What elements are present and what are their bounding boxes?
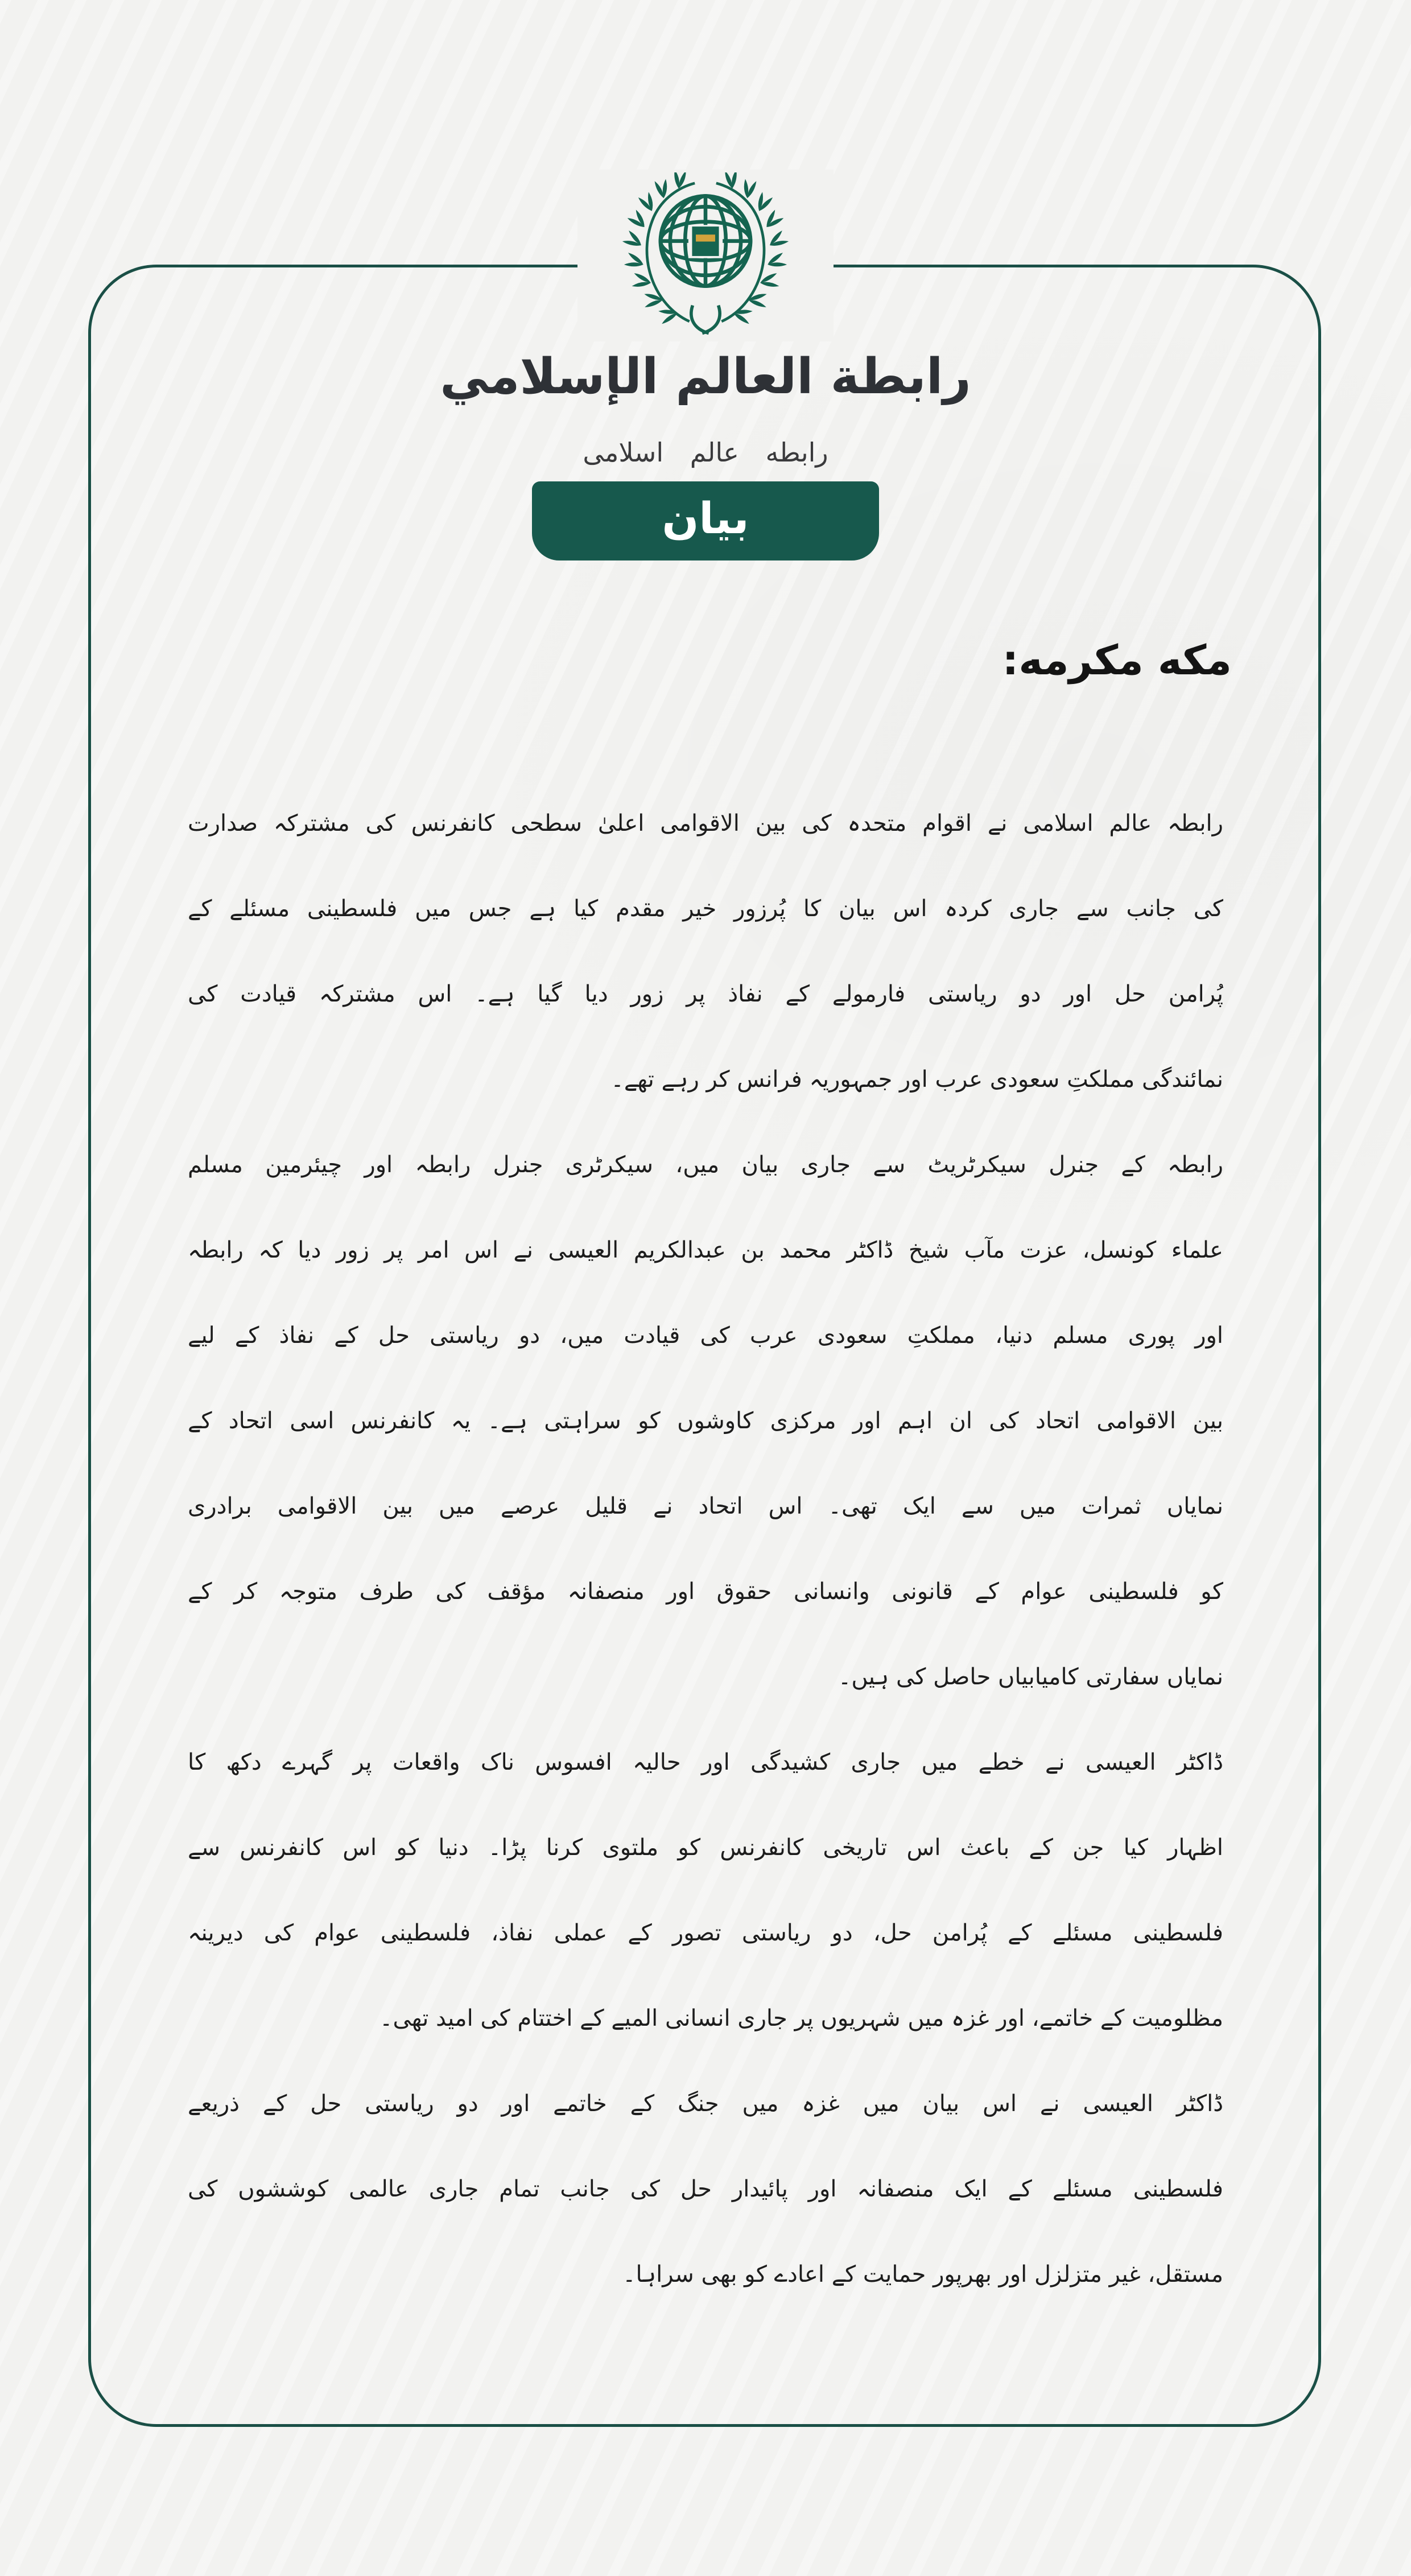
body-line: رابطہ کے جنرل سیکرٹریٹ سے جاری بیان میں، سیکرٹری جنرل رابطہ اور چیئرمین مسلم [188, 1152, 1223, 1178]
organization-subtitle: رابطه عالم اسلامی [583, 437, 828, 468]
body-line: پُرامن حل اور دو ریاستی فارمولے کے نفاذ پر زور دیا گیا ہے۔ اس مشترکہ قیادت کی [188, 981, 1223, 1007]
body-line: بین الاقوامی اتحاد کی ان اہم اور مرکزی کاوشوں کو سراہتی ہے۔ یہ کانفرنس اسی اتحاد کے [188, 1408, 1223, 1434]
statement-banner [532, 481, 879, 560]
body-line: نمایاں ثمرات میں سے ایک تھی۔ اس اتحاد نے قلیل عرصے میں بین الاقوامی برادری [188, 1493, 1223, 1519]
statement-body [188, 781, 1223, 2317]
body-line: نمائندگی مملکتِ سعودی عرب اور جمہوریہ فرانس کر رہے تھے۔ [610, 1066, 1223, 1093]
mwl-emblem-icon [609, 172, 802, 339]
dateline: مکه مکرمه: [1002, 636, 1232, 684]
body-line: فلسطینی مسئلے کے پُرامن حل، دو ریاستی تصور کے عملی نفاذ، فلسطینی عوام کی دیرینہ [188, 1920, 1223, 1946]
body-line: اور پوری مسلم دنیا، مملکتِ سعودی عرب کی قیادت میں، دو ریاستی حل کے نفاذ کے لیے [188, 1322, 1223, 1349]
body-line: علماء کونسل، عزت مآب شیخ ڈاکٹر محمد بن عبدالکریم العیسی نے اس امر پر زور دیا کہ رابطہ [188, 1237, 1223, 1263]
wreath-crossed-stems [691, 306, 720, 333]
body-line: رابطہ عالم اسلامی نے اقوام متحدہ کی بین الاقوامی اعلیٰ سطحی کانفرنس کی مشترکہ صدارت [188, 810, 1223, 836]
kaaba-gold-band [696, 234, 715, 241]
organization-calligraphy-title: رابطة العالم الإسلامي [440, 348, 971, 405]
body-line: اظہار کیا جن کے باعث اس تاریخی کانفرنس کو ملتوی کرنا پڑا۔ دنیا کو اس کانفرنس سے [188, 1835, 1223, 1861]
mwl-logo [577, 170, 834, 341]
body-line: فلسطینی مسئلے کے ایک منصفانہ اور پائیدار حل کی جانب تمام جاری عالمی کوششوں کی [188, 2176, 1223, 2202]
body-line: نمایاں سفارتی کامیابیاں حاصل کی ہیں۔ [837, 1664, 1223, 1690]
statement-banner-label: بیان [662, 493, 749, 543]
body-line: ڈاکٹر العیسی نے اس بیان میں غزہ میں جنگ کے خاتمے اور دو ریاستی حل کے ذریعے [188, 2091, 1223, 2117]
body-line: کی جانب سے جاری کردہ اس بیان کا پُرزور خیر مقدم کیا ہے جس میں فلسطینی مسئلے کے [188, 896, 1223, 922]
body-line: کو فلسطینی عوام کے قانونی وانسانی حقوق اور منصفانہ مؤقف کی طرف متوجہ کر کے [188, 1578, 1223, 1605]
body-line: مظلومیت کے خاتمے، اور غزہ میں شہریوں پر جاری انسانی المیے کے اختتام کی امید تھی۔ [379, 2005, 1223, 2031]
body-line: ڈاکٹر العیسی نے خطے میں جاری کشیدگی اور حالیہ افسوس ناک واقعات پر گہرے دکھ کا [188, 1749, 1223, 1775]
body-line: مستقل، غیر متزلزل اور بھرپور حمایت کے اعادے کو بھی سراہا۔ [622, 2261, 1223, 2288]
